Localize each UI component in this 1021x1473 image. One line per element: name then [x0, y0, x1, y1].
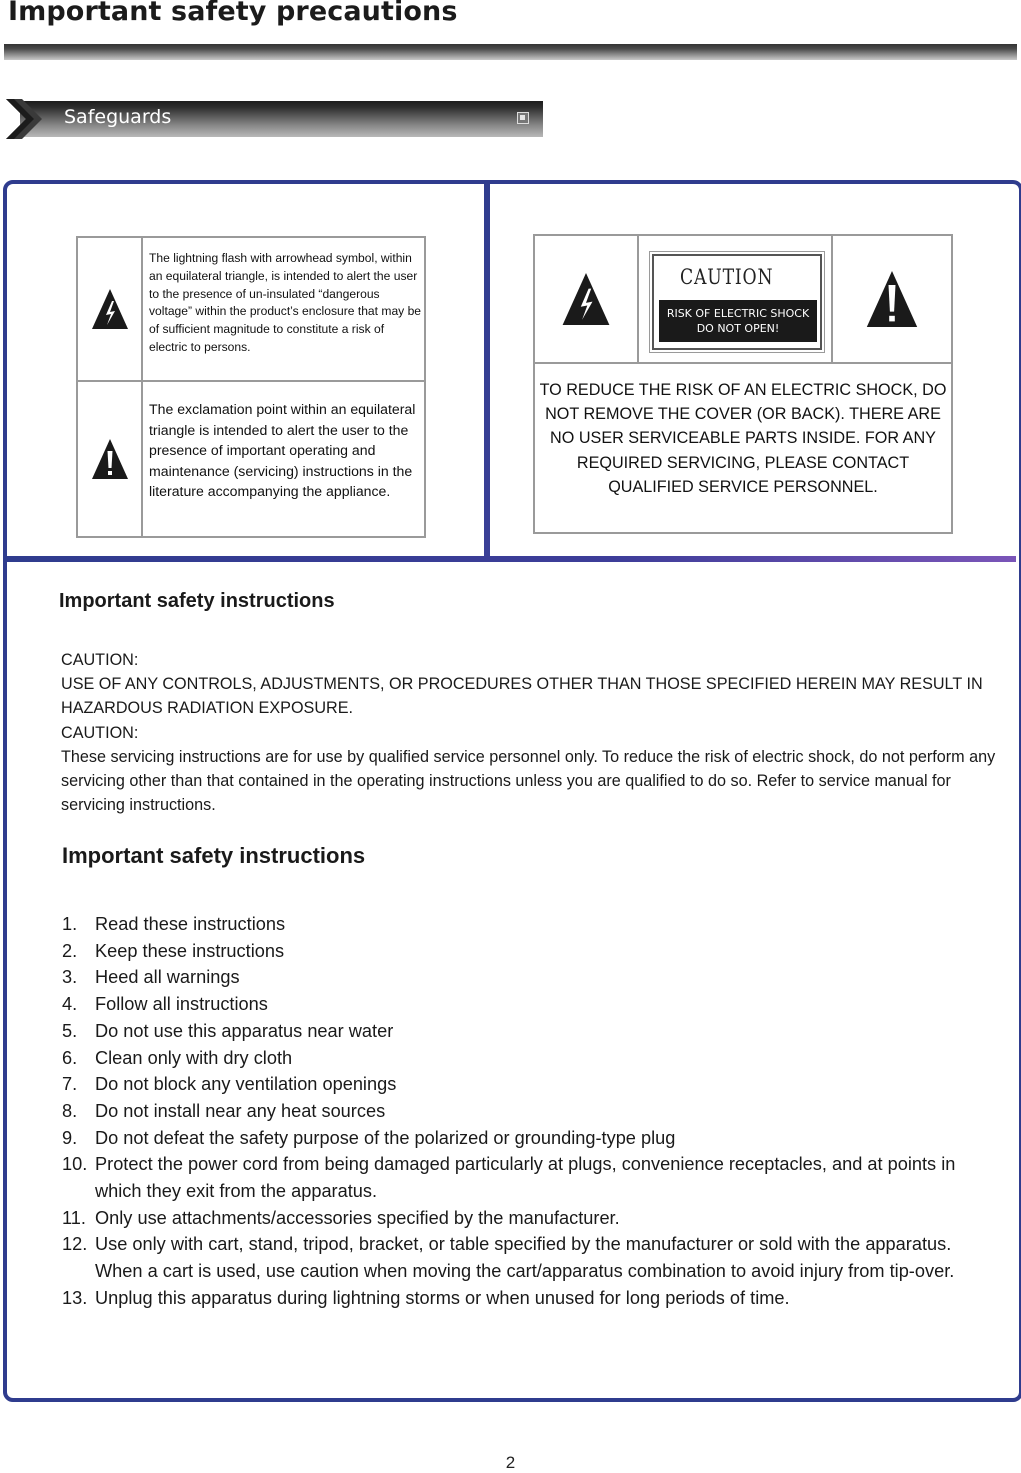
list-item	[62, 1151, 982, 1204]
caution-paragraph	[61, 648, 1007, 817]
section-heading: Important safety instructions	[62, 843, 366, 868]
list-item	[62, 1205, 982, 1232]
list-item-number: 5.	[62, 1020, 78, 1041]
horizontal-divider	[7, 556, 1016, 562]
list-item-number: 1.	[62, 914, 78, 934]
chevron-right-icon	[4, 99, 48, 139]
list-item-text: Do not use this apparatus near water	[95, 1020, 394, 1041]
lightning-cell	[78, 238, 143, 380]
caution-exclamation-cell	[833, 236, 951, 362]
list-item-text: Clean only with dry cloth	[95, 1047, 293, 1068]
caution-text: These servicing instructions are for use by qualified service personnel only. To reduce the risk of electric shock, do not perform any servicing other than that contained in the operating instructions unless you are qualified to do so. Refer to service manual for servicing instructions.	[61, 747, 996, 815]
list-item	[62, 1231, 982, 1284]
vertical-divider	[484, 184, 490, 557]
list-item-text: Do not defeat the safety purpose of the polarized or grounding-type plug	[95, 1127, 676, 1148]
list-item-text: Unplug this apparatus during lightning storms or when unused for long periods of time.	[95, 1287, 790, 1308]
lightning-triangle-icon	[560, 270, 612, 328]
exclamation-triangle-icon	[90, 437, 130, 481]
symbol-explanation-table	[76, 236, 426, 538]
table-rule	[535, 362, 951, 364]
lightning-triangle-icon	[90, 287, 130, 331]
list-item-text: Protect the power cord from being damaged particularly at plugs, convenience receptacles, and at points in which they exit from the apparatus.	[95, 1154, 956, 1202]
list-item-text: Heed all warnings	[95, 967, 240, 988]
list-item-number: 7.	[62, 1074, 78, 1095]
list-item-text: Do not install near any heat sources	[95, 1100, 386, 1121]
list-item-number: 13.	[62, 1287, 88, 1308]
exclamation-description: The exclamation point within an equilateral triangle is intended to alert the user to the presence of important operating and maintenance (servicing) instructions in the literature accompanying the appliance.	[149, 401, 416, 500]
caution-statement: TO REDUCE THE RISK OF AN ELECTRIC SHOCK, DO NOT REMOVE THE COVER (OR BACK). THERE ARE NO USER SERVICEABLE PARTS INSIDE. FOR ANY REQUIRED SERVICING, PLEASE CONTACT QUALIFIED SERVICE PERSONNEL.	[539, 381, 947, 496]
list-item-number: 6.	[62, 1047, 78, 1068]
caution-word: CAUTION	[680, 265, 774, 289]
caution-text: USE OF ANY CONTROLS, ADJUSTMENTS, OR PROCEDURES OTHER THAN THOSE SPECIFIED HEREIN MAY RESULT IN HAZARDOUS RADIATION EXPOSURE.	[61, 675, 983, 718]
section-banner	[4, 99, 544, 139]
exclamation-symbol-row	[78, 382, 424, 536]
list-item-number: 12.	[62, 1234, 88, 1255]
section-heading: Important safety instructions	[59, 590, 335, 612]
caution-line-1: RISK OF ELECTRIC SHOCK	[666, 307, 810, 320]
caution-label: CAUTION:	[61, 651, 139, 669]
list-item-text: Do not block any ventilation openings	[95, 1074, 397, 1095]
list-item-text: Follow all instructions	[95, 994, 268, 1015]
list-item	[62, 1045, 982, 1072]
list-item-number: 9.	[62, 1127, 78, 1148]
exclamation-cell	[78, 382, 143, 536]
list-item-text: Only use attachments/accessories specified by the manufacturer.	[95, 1207, 620, 1228]
list-item	[62, 1125, 982, 1152]
caution-label	[652, 254, 822, 350]
caution-lightning-cell	[535, 236, 639, 362]
list-item	[62, 1285, 982, 1312]
instruction-list	[62, 911, 982, 1312]
caution-warning-plate	[659, 300, 817, 342]
list-item	[62, 1098, 982, 1125]
list-item	[62, 1018, 982, 1045]
caution-line-2: DO NOT OPEN!	[696, 322, 780, 335]
lightning-description: The lightning flash with arrowhead symbol, within an equilateral triangle, is intended to alert the user to the presence of un-insulated “dangerous voltage” within the product’s enclosure that may be of sufficient magnitude to constitute a risk of electric to persons.	[149, 251, 422, 354]
list-item-number: 8.	[62, 1100, 78, 1121]
list-item-text: Keep these instructions	[95, 940, 285, 961]
list-item	[62, 938, 982, 965]
title-rule	[4, 44, 1017, 60]
page-title: Important safety precautions	[8, 0, 458, 27]
list-item-number: 10.	[62, 1154, 88, 1175]
banner-label: Safeguards	[64, 106, 172, 128]
list-item-number: 4.	[62, 994, 78, 1015]
list-item	[62, 991, 982, 1018]
lightning-symbol-row	[78, 238, 424, 382]
list-item-text: Read these instructions	[95, 914, 286, 934]
list-item	[62, 1071, 982, 1098]
caution-label: CAUTION:	[61, 723, 139, 742]
list-item-number: 11.	[62, 1207, 86, 1228]
list-item-number: 3.	[62, 967, 78, 988]
caution-label-cell	[639, 236, 833, 362]
square-icon	[517, 112, 529, 124]
list-item-number: 2.	[62, 940, 78, 961]
caution-label-table	[533, 234, 953, 534]
list-item	[62, 911, 982, 938]
page-number: 2	[505, 1453, 516, 1472]
list-item-text: Use only with cart, stand, tripod, bracket, or table specified by the manufacturer or sold with the apparatus. When a cart is used, use caution when moving the cart/apparatus combination to avoid injury from tip-over.	[95, 1234, 955, 1282]
exclamation-triangle-icon	[864, 268, 920, 330]
list-item	[62, 964, 982, 991]
